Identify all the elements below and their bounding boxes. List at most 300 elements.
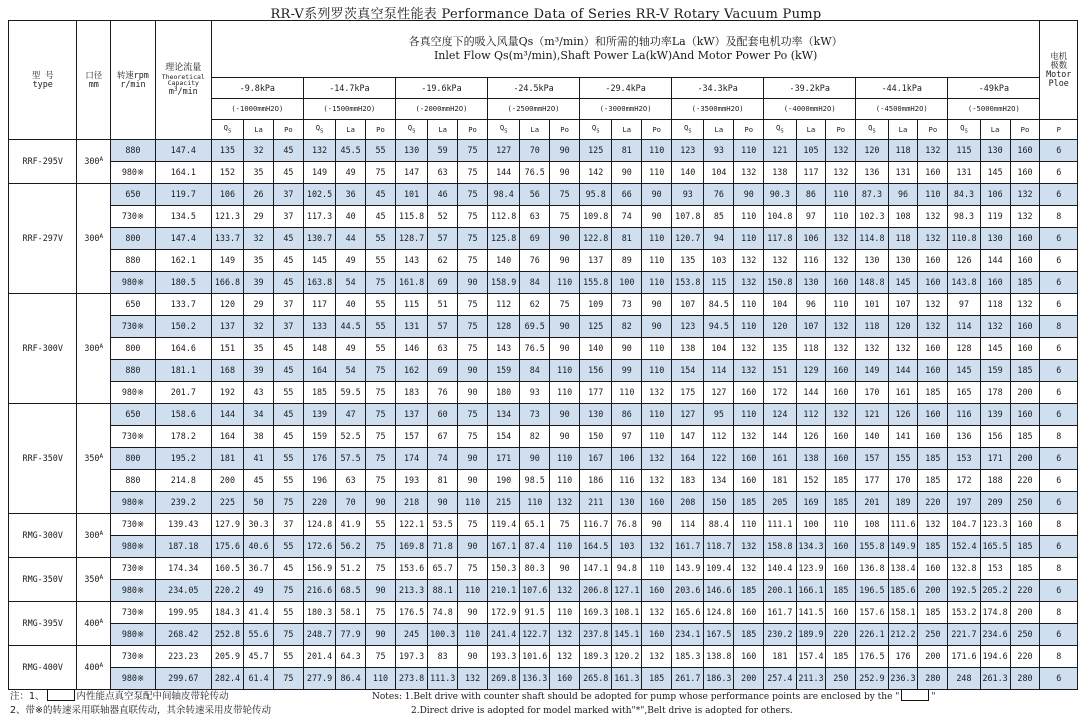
theoretical-cell: 158.6 (155, 404, 211, 426)
value-cell: 84.5 (704, 294, 734, 316)
value-cell: 160 (734, 602, 764, 624)
col-la: La (796, 120, 826, 140)
value-cell: 44.5 (336, 316, 366, 338)
value-cell: 45 (274, 162, 304, 184)
value-cell: 85 (704, 206, 734, 228)
rpm-cell: 880 (111, 360, 156, 382)
value-cell: 140 (487, 250, 519, 272)
value-cell: 110 (642, 272, 672, 294)
value-cell: 183 (672, 470, 704, 492)
value-cell: 160 (642, 492, 672, 514)
value-cell: 157.6 (856, 602, 888, 624)
value-cell: 59.5 (336, 382, 366, 404)
value-cell: 109 (580, 294, 612, 316)
value-cell: 90 (642, 316, 672, 338)
value-cell: 176 (888, 646, 918, 668)
table-row (9, 206, 1078, 228)
value-cell: 164 (211, 426, 243, 448)
poles-cell: 6 (1040, 624, 1078, 646)
value-cell: 55 (366, 514, 396, 536)
note-en-2: 2.Direct drive is adopted for model marked with"*",Belt drive is adopted for others. (411, 706, 793, 716)
value-cell: 75 (458, 294, 488, 316)
value-cell: 171 (487, 448, 519, 470)
value-cell: 132 (1010, 294, 1040, 316)
value-cell: 116 (948, 404, 980, 426)
value-cell: 76.5 (520, 162, 550, 184)
value-cell: 132 (550, 646, 580, 668)
value-cell: 127 (672, 404, 704, 426)
value-cell: 185 (1010, 426, 1040, 448)
value-cell: 75 (550, 294, 580, 316)
value-cell: 110 (642, 426, 672, 448)
value-cell: 200 (918, 646, 948, 668)
value-cell: 132 (826, 228, 856, 250)
value-cell: 136.8 (856, 558, 888, 580)
value-cell: 147 (672, 426, 704, 448)
value-cell: 120 (764, 316, 796, 338)
value-cell: 41 (244, 448, 274, 470)
value-cell: 144 (796, 382, 826, 404)
rpm-cell: 730※ (111, 602, 156, 624)
poles-cell: 8 (1040, 646, 1078, 668)
value-cell: 45 (274, 228, 304, 250)
value-cell: 112 (796, 404, 826, 426)
value-cell: 106 (980, 184, 1010, 206)
table-row (9, 250, 1078, 272)
value-cell: 132 (734, 338, 764, 360)
value-cell: 90 (612, 338, 642, 360)
value-cell: 110 (366, 668, 396, 690)
value-cell: 90 (550, 228, 580, 250)
value-cell: 151 (211, 338, 243, 360)
value-cell: 181 (764, 646, 796, 668)
value-cell: 54 (336, 360, 366, 382)
value-cell: 132 (550, 580, 580, 602)
value-cell: 75 (550, 514, 580, 536)
value-cell: 193 (395, 470, 427, 492)
value-cell: 45 (274, 250, 304, 272)
rpm-cell: 800 (111, 338, 156, 360)
value-cell: 177 (580, 382, 612, 404)
value-cell: 159 (487, 360, 519, 382)
value-cell: 73 (612, 294, 642, 316)
value-cell: 90 (550, 316, 580, 338)
value-cell: 93 (704, 140, 734, 162)
note-zh-2: 2、带※的转速采用联轴器直联传动，其余转速采用皮带轮传动 (10, 705, 272, 716)
value-cell: 245 (395, 624, 427, 646)
value-cell: 100 (796, 514, 826, 536)
value-cell: 160 (1010, 404, 1040, 426)
value-cell: 61.4 (244, 668, 274, 690)
value-cell: 218 (395, 492, 427, 514)
value-cell: 161 (888, 382, 918, 404)
value-cell: 119.4 (487, 514, 519, 536)
table-row (9, 646, 1078, 668)
value-cell: 141 (888, 426, 918, 448)
value-cell: 114.8 (856, 228, 888, 250)
value-cell: 110 (458, 492, 488, 514)
value-cell: 45 (274, 272, 304, 294)
value-cell: 252.9 (856, 668, 888, 690)
table-row (9, 492, 1078, 514)
table-row (9, 228, 1078, 250)
poles-cell: 8 (1040, 558, 1078, 580)
value-cell: 120.7 (672, 228, 704, 250)
bore-cell: $350^A$ (77, 404, 111, 514)
value-cell: 160 (642, 624, 672, 646)
poles-cell: 8 (1040, 426, 1078, 448)
value-cell: 185 (734, 492, 764, 514)
poles-cell: 6 (1040, 382, 1078, 404)
value-cell: 94.8 (612, 558, 642, 580)
value-cell: 146.6 (704, 580, 734, 602)
value-cell: 75 (366, 558, 396, 580)
theoretical-cell: 174.34 (155, 558, 211, 580)
col-la: La (520, 120, 550, 140)
theory-cn: 理论流量 (165, 63, 202, 74)
value-cell: 134 (487, 404, 519, 426)
value-cell: 181 (764, 470, 796, 492)
rpm-cell: 650 (111, 184, 156, 206)
poles-cell: 6 (1040, 470, 1078, 492)
performance-table (8, 20, 1078, 690)
value-cell: 97 (948, 294, 980, 316)
value-cell: 44 (336, 228, 366, 250)
value-cell: 51 (428, 294, 458, 316)
value-cell: 77.9 (336, 624, 366, 646)
col-qs: $Q_S$ (211, 120, 243, 140)
value-cell: 110 (458, 624, 488, 646)
header-model: 型 号 type (9, 21, 77, 140)
value-cell: 220 (1010, 580, 1040, 602)
value-cell: 75 (366, 382, 396, 404)
value-cell: 132 (1010, 206, 1040, 228)
theory-unit: $m^3/\min$ (168, 86, 198, 97)
bore-cell: $400^A$ (77, 646, 111, 690)
value-cell: 176.5 (395, 602, 427, 624)
value-cell: 112 (704, 426, 734, 448)
value-cell: 111.1 (764, 514, 796, 536)
value-cell: 110 (550, 360, 580, 382)
value-cell: 90 (642, 514, 672, 536)
value-cell: 136.3 (520, 668, 550, 690)
value-cell: 97 (796, 206, 826, 228)
value-cell: 63 (520, 206, 550, 228)
note-zh-1-prefix: 注：1、 (10, 691, 45, 702)
value-cell: 96 (888, 184, 918, 206)
value-cell: 132 (642, 448, 672, 470)
value-cell: 135 (211, 140, 243, 162)
value-cell: 201 (856, 492, 888, 514)
value-cell: 132 (826, 338, 856, 360)
table-row (9, 602, 1078, 624)
value-cell: 200.1 (764, 580, 796, 602)
value-cell: 144 (487, 162, 519, 184)
rpm-cell: 650 (111, 404, 156, 426)
value-cell: 39 (244, 360, 274, 382)
value-cell: 128 (487, 316, 519, 338)
value-cell: 97 (612, 426, 642, 448)
value-cell: 35 (244, 162, 274, 184)
value-cell: 135 (672, 250, 704, 272)
value-cell: 76 (428, 382, 458, 404)
value-cell: 109.8 (580, 206, 612, 228)
value-cell: 47 (336, 404, 366, 426)
poles-cell: 8 (1040, 602, 1078, 624)
value-cell: 160 (1010, 250, 1040, 272)
value-cell: 40.6 (244, 536, 274, 558)
model-cell: RMG-395V (9, 602, 77, 646)
value-cell: 132 (826, 140, 856, 162)
value-cell: 168 (211, 360, 243, 382)
value-cell: 200 (211, 470, 243, 492)
value-cell: 138 (672, 338, 704, 360)
value-cell: 90 (550, 162, 580, 184)
value-cell: 250 (1010, 624, 1040, 646)
value-cell: 110 (642, 558, 672, 580)
value-cell: 115 (704, 272, 734, 294)
value-cell: 75 (366, 470, 396, 492)
rpm-cell: 730※ (111, 206, 156, 228)
vacuum-mmh2o: (-1000mmH2O) (211, 99, 303, 120)
value-cell: 165.6 (672, 602, 704, 624)
value-cell: 145 (888, 272, 918, 294)
table-row (9, 536, 1078, 558)
value-cell: 209 (980, 492, 1010, 514)
value-cell: 90 (550, 404, 580, 426)
value-cell: 98.5 (520, 470, 550, 492)
value-cell: 119 (980, 206, 1010, 228)
value-cell: 90 (366, 580, 396, 602)
value-cell: 75 (366, 404, 396, 426)
col-po: Po (1010, 120, 1040, 140)
value-cell: 75 (458, 558, 488, 580)
value-cell: 186.3 (704, 668, 734, 690)
vacuum-kpa: -9.8kPa (211, 78, 303, 99)
value-cell: 158.9 (487, 272, 519, 294)
value-cell: 75 (550, 184, 580, 206)
value-cell: 62 (428, 250, 458, 272)
value-cell: 152 (211, 162, 243, 184)
value-cell: 160 (826, 602, 856, 624)
value-cell: 45 (274, 558, 304, 580)
value-cell: 165 (948, 382, 980, 404)
value-cell: 160 (642, 580, 672, 602)
value-cell: 155.8 (856, 536, 888, 558)
value-cell: 49 (336, 250, 366, 272)
value-cell: 151 (764, 360, 796, 382)
value-cell: 226.1 (856, 624, 888, 646)
value-cell: 45.7 (244, 646, 274, 668)
value-cell: 84 (520, 360, 550, 382)
value-cell: 132 (734, 558, 764, 580)
value-cell: 110 (550, 448, 580, 470)
value-cell: 75 (366, 360, 396, 382)
note-en-1-tail: " (931, 692, 936, 702)
value-cell: 212.2 (888, 624, 918, 646)
value-cell: 102.5 (303, 184, 335, 206)
poles-cell: 6 (1040, 184, 1078, 206)
value-cell: 132 (918, 206, 948, 228)
value-cell: 75 (366, 646, 396, 668)
value-cell: 90 (366, 624, 396, 646)
value-cell: 120.2 (612, 646, 642, 668)
value-cell: 237.8 (580, 624, 612, 646)
value-cell: 98.3 (948, 206, 980, 228)
value-cell: 110 (734, 316, 764, 338)
table-row (9, 668, 1078, 690)
value-cell: 84.3 (948, 184, 980, 206)
value-cell: 149 (211, 250, 243, 272)
value-cell: 121 (856, 404, 888, 426)
value-cell: 90 (612, 162, 642, 184)
value-cell: 106 (796, 228, 826, 250)
value-cell: 75 (366, 536, 396, 558)
value-cell: 132 (1010, 184, 1040, 206)
value-cell: 26 (244, 184, 274, 206)
value-cell: 169.3 (580, 602, 612, 624)
value-cell: 37 (274, 184, 304, 206)
rpm-cell: 730※ (111, 558, 156, 580)
value-cell: 40 (336, 294, 366, 316)
value-cell: 164 (303, 360, 335, 382)
value-cell: 75 (274, 668, 304, 690)
value-cell: 75 (458, 162, 488, 184)
note-en-1 (372, 689, 936, 704)
rpm-cell: 980※ (111, 492, 156, 514)
theoretical-cell: 162.1 (155, 250, 211, 272)
value-cell: 155.8 (580, 272, 612, 294)
value-cell: 161.3 (612, 668, 642, 690)
value-cell: 152.4 (948, 536, 980, 558)
value-cell: 200 (918, 580, 948, 602)
value-cell: 221.7 (948, 624, 980, 646)
value-cell: 205.2 (980, 580, 1010, 602)
value-cell: 76.8 (612, 514, 642, 536)
value-cell: 110 (826, 206, 856, 228)
col-p: P (1040, 120, 1078, 140)
poles-cell: 6 (1040, 668, 1078, 690)
value-cell: 96 (796, 294, 826, 316)
value-cell: 172.9 (487, 602, 519, 624)
value-cell: 120 (856, 140, 888, 162)
value-cell: 159 (303, 426, 335, 448)
value-cell: 185 (1010, 558, 1040, 580)
value-cell: 154 (487, 426, 519, 448)
value-cell: 120 (888, 316, 918, 338)
value-cell: 220 (1010, 646, 1040, 668)
theoretical-cell: 268.42 (155, 624, 211, 646)
value-cell: 128 (948, 338, 980, 360)
value-cell: 110 (642, 228, 672, 250)
value-cell: 132 (734, 536, 764, 558)
value-cell: 63 (336, 470, 366, 492)
value-cell: 122.7 (520, 624, 550, 646)
value-cell: 120 (211, 294, 243, 316)
value-cell: 110.8 (948, 228, 980, 250)
header-main-en: Inlet Flow Qs(m³/min),Shaft Power La(kW)And Motor Power Po (kW) (433, 49, 818, 62)
header-bore: 口径 mm (77, 21, 111, 140)
value-cell: 160 (1010, 338, 1040, 360)
value-cell: 175.6 (211, 536, 243, 558)
value-cell: 141.5 (796, 602, 826, 624)
value-cell: 280 (1010, 668, 1040, 690)
theoretical-cell: 199.95 (155, 602, 211, 624)
value-cell: 74 (428, 448, 458, 470)
table-row (9, 382, 1078, 404)
vacuum-kpa: -44.1kPa (856, 78, 948, 99)
value-cell: 176 (303, 448, 335, 470)
value-cell: 118 (796, 338, 826, 360)
value-cell: 130 (980, 228, 1010, 250)
value-cell: 150.8 (764, 272, 796, 294)
value-cell: 220 (918, 492, 948, 514)
value-cell: 132 (980, 316, 1010, 338)
model-cell: RRF-300V (9, 294, 77, 404)
value-cell: 75 (550, 206, 580, 228)
value-cell: 55 (274, 448, 304, 470)
value-cell: 110 (734, 514, 764, 536)
value-cell: 40 (336, 206, 366, 228)
value-cell: 110 (550, 602, 580, 624)
value-cell: 188 (980, 470, 1010, 492)
value-cell: 55 (274, 602, 304, 624)
value-cell: 124.8 (303, 514, 335, 536)
value-cell: 142 (580, 162, 612, 184)
col-la: La (244, 120, 274, 140)
value-cell: 250 (826, 668, 856, 690)
value-cell: 81 (612, 140, 642, 162)
value-cell: 64.3 (336, 646, 366, 668)
model-cell: RMG-400V (9, 646, 77, 690)
value-cell: 139 (980, 404, 1010, 426)
value-cell: 200 (734, 668, 764, 690)
col-po: Po (734, 120, 764, 140)
value-cell: 157 (856, 448, 888, 470)
value-cell: 100.3 (428, 624, 458, 646)
value-cell: 192 (211, 382, 243, 404)
model-cell: RMG-350V (9, 558, 77, 602)
model-cell: RRF-295V (9, 140, 77, 184)
poles-cell: 6 (1040, 338, 1078, 360)
poles-cell: 6 (1040, 360, 1078, 382)
value-cell: 156 (580, 360, 612, 382)
value-cell: 153 (948, 448, 980, 470)
value-cell: 90 (550, 140, 580, 162)
value-cell: 110 (612, 382, 642, 404)
value-cell: 117 (303, 294, 335, 316)
value-cell: 161.8 (395, 272, 427, 294)
value-cell: 122 (704, 448, 734, 470)
value-cell: 161 (764, 448, 796, 470)
value-cell: 220.2 (211, 580, 243, 602)
rpm-cell: 800 (111, 228, 156, 250)
rpm-cell: 800 (111, 448, 156, 470)
value-cell: 134 (704, 470, 734, 492)
value-cell: 185 (1010, 536, 1040, 558)
value-cell: 138.8 (704, 646, 734, 668)
value-cell: 150.3 (487, 558, 519, 580)
poles-cell: 8 (1040, 316, 1078, 338)
value-cell: 143.8 (948, 272, 980, 294)
value-cell: 132 (734, 162, 764, 184)
value-cell: 234.1 (672, 624, 704, 646)
vacuum-mmh2o: (-2000mmH2O) (395, 99, 487, 120)
value-cell: 132 (856, 338, 888, 360)
value-cell: 110 (642, 360, 672, 382)
value-cell: 257.4 (764, 668, 796, 690)
value-cell: 140 (580, 338, 612, 360)
